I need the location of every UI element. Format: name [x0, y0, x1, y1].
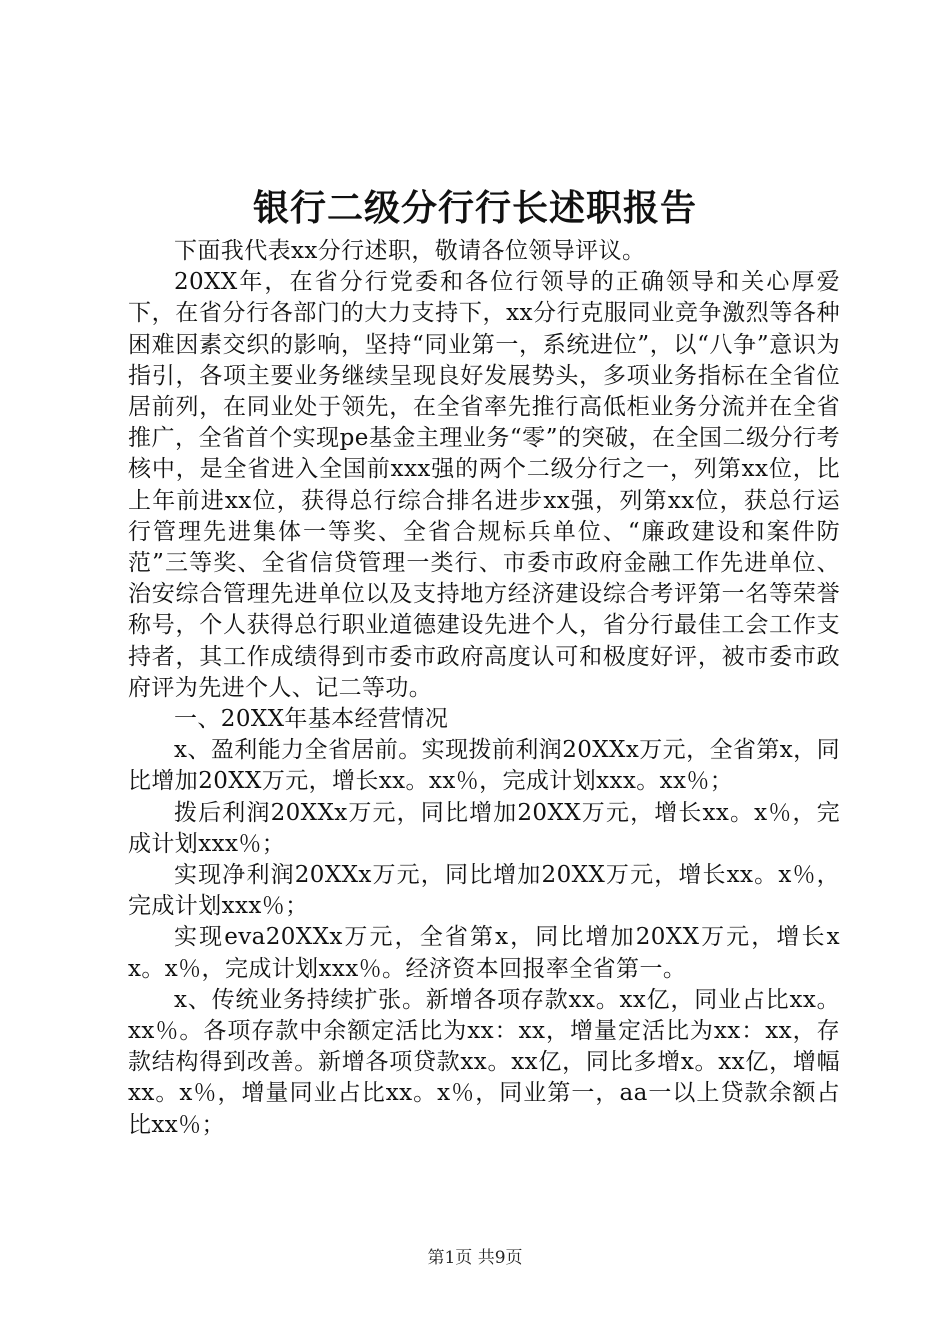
paragraph-eva: 实现eva20XXx万元，全省第x，同比增加20XX万元，增长xx。x％，完成计划xxx％。经济资本回报率全省第一。 — [128, 924, 840, 982]
paragraph-net-profit: 实现净利润20XXx万元，同比增加20XX万元，增长xx。x％，完成计划xxx％； — [128, 862, 840, 920]
section-heading-basic-operations: 一、20XX年基本经营情况 — [174, 706, 449, 733]
paragraph-post-provision-profit: 拨后利润20XXx万元，同比增加20XX万元，增长xx。x％，完成计划xxx％； — [128, 799, 840, 857]
page-footer: 第1页 共9页 — [427, 1248, 523, 1268]
paragraph-profitability: x、盈利能力全省居前。实现拨前利润20XXx万元，全省第x，同比增加20XX万元，增长xx。xx％，完成计划xxx。xx％； — [128, 737, 840, 795]
paragraph-traditional-business: x、传统业务持续扩张。新增各项存款xx。xx亿，同业占比xx。xx％。各项存款中余额定活比为xx：xx，增量定活比为xx：xx，存款结构得到改善。新增各项贷款xx。xx亿，同比多增x。xx亿，增幅xx。x％，增量同业占比xx。x％，同业第一，aa一以上贷款余额占比xx％； — [128, 986, 840, 1138]
paragraph-intro: 下面我代表xx分行述职，敬请各位领导评议。 — [174, 238, 646, 264]
document-title: 银行二级分行行长述职报告 — [252, 187, 697, 229]
document-body — [128, 236, 840, 1141]
paragraph-summary: 20XX年，在省分行党委和各位行领导的正确领导和关心厚爱下，在省分行各部门的大力支持下，xx分行克服同业竞争激烈等各种困难因素交织的影响，坚持“同业第一，系统进位”，以“八争”意识为指引，各项主要业务继续呈现良好发展势头，多项业务指标在全省位居前列，在同业处于领先，在全省率先推行高低柜业务分流并在全省推广，全省首个实现pe基金主理业务“零”的突破，在全国二级分行考核中，是全省进入全国前xxx强的两个二级分行之一，列第xx位，比上年前进xx位，获得总行综合排名进步xx强，列第xx位，获总行运行管理先进集体一等奖、全省合规标兵单位、“廉政建设和案件防范”三等奖、全省信贷管理一类行、市委市政府金融工作先进单位、治安综合管理先进单位以及支持地方经济建设综合考评第一名等荣誉称号，个人获得总行职业道德建设先进个人，省分行最佳工会工作支持者，其工作成绩得到市委市政府高度认可和极度好评，被市委市政府评为先进个人、记二等功。 — [128, 269, 840, 701]
